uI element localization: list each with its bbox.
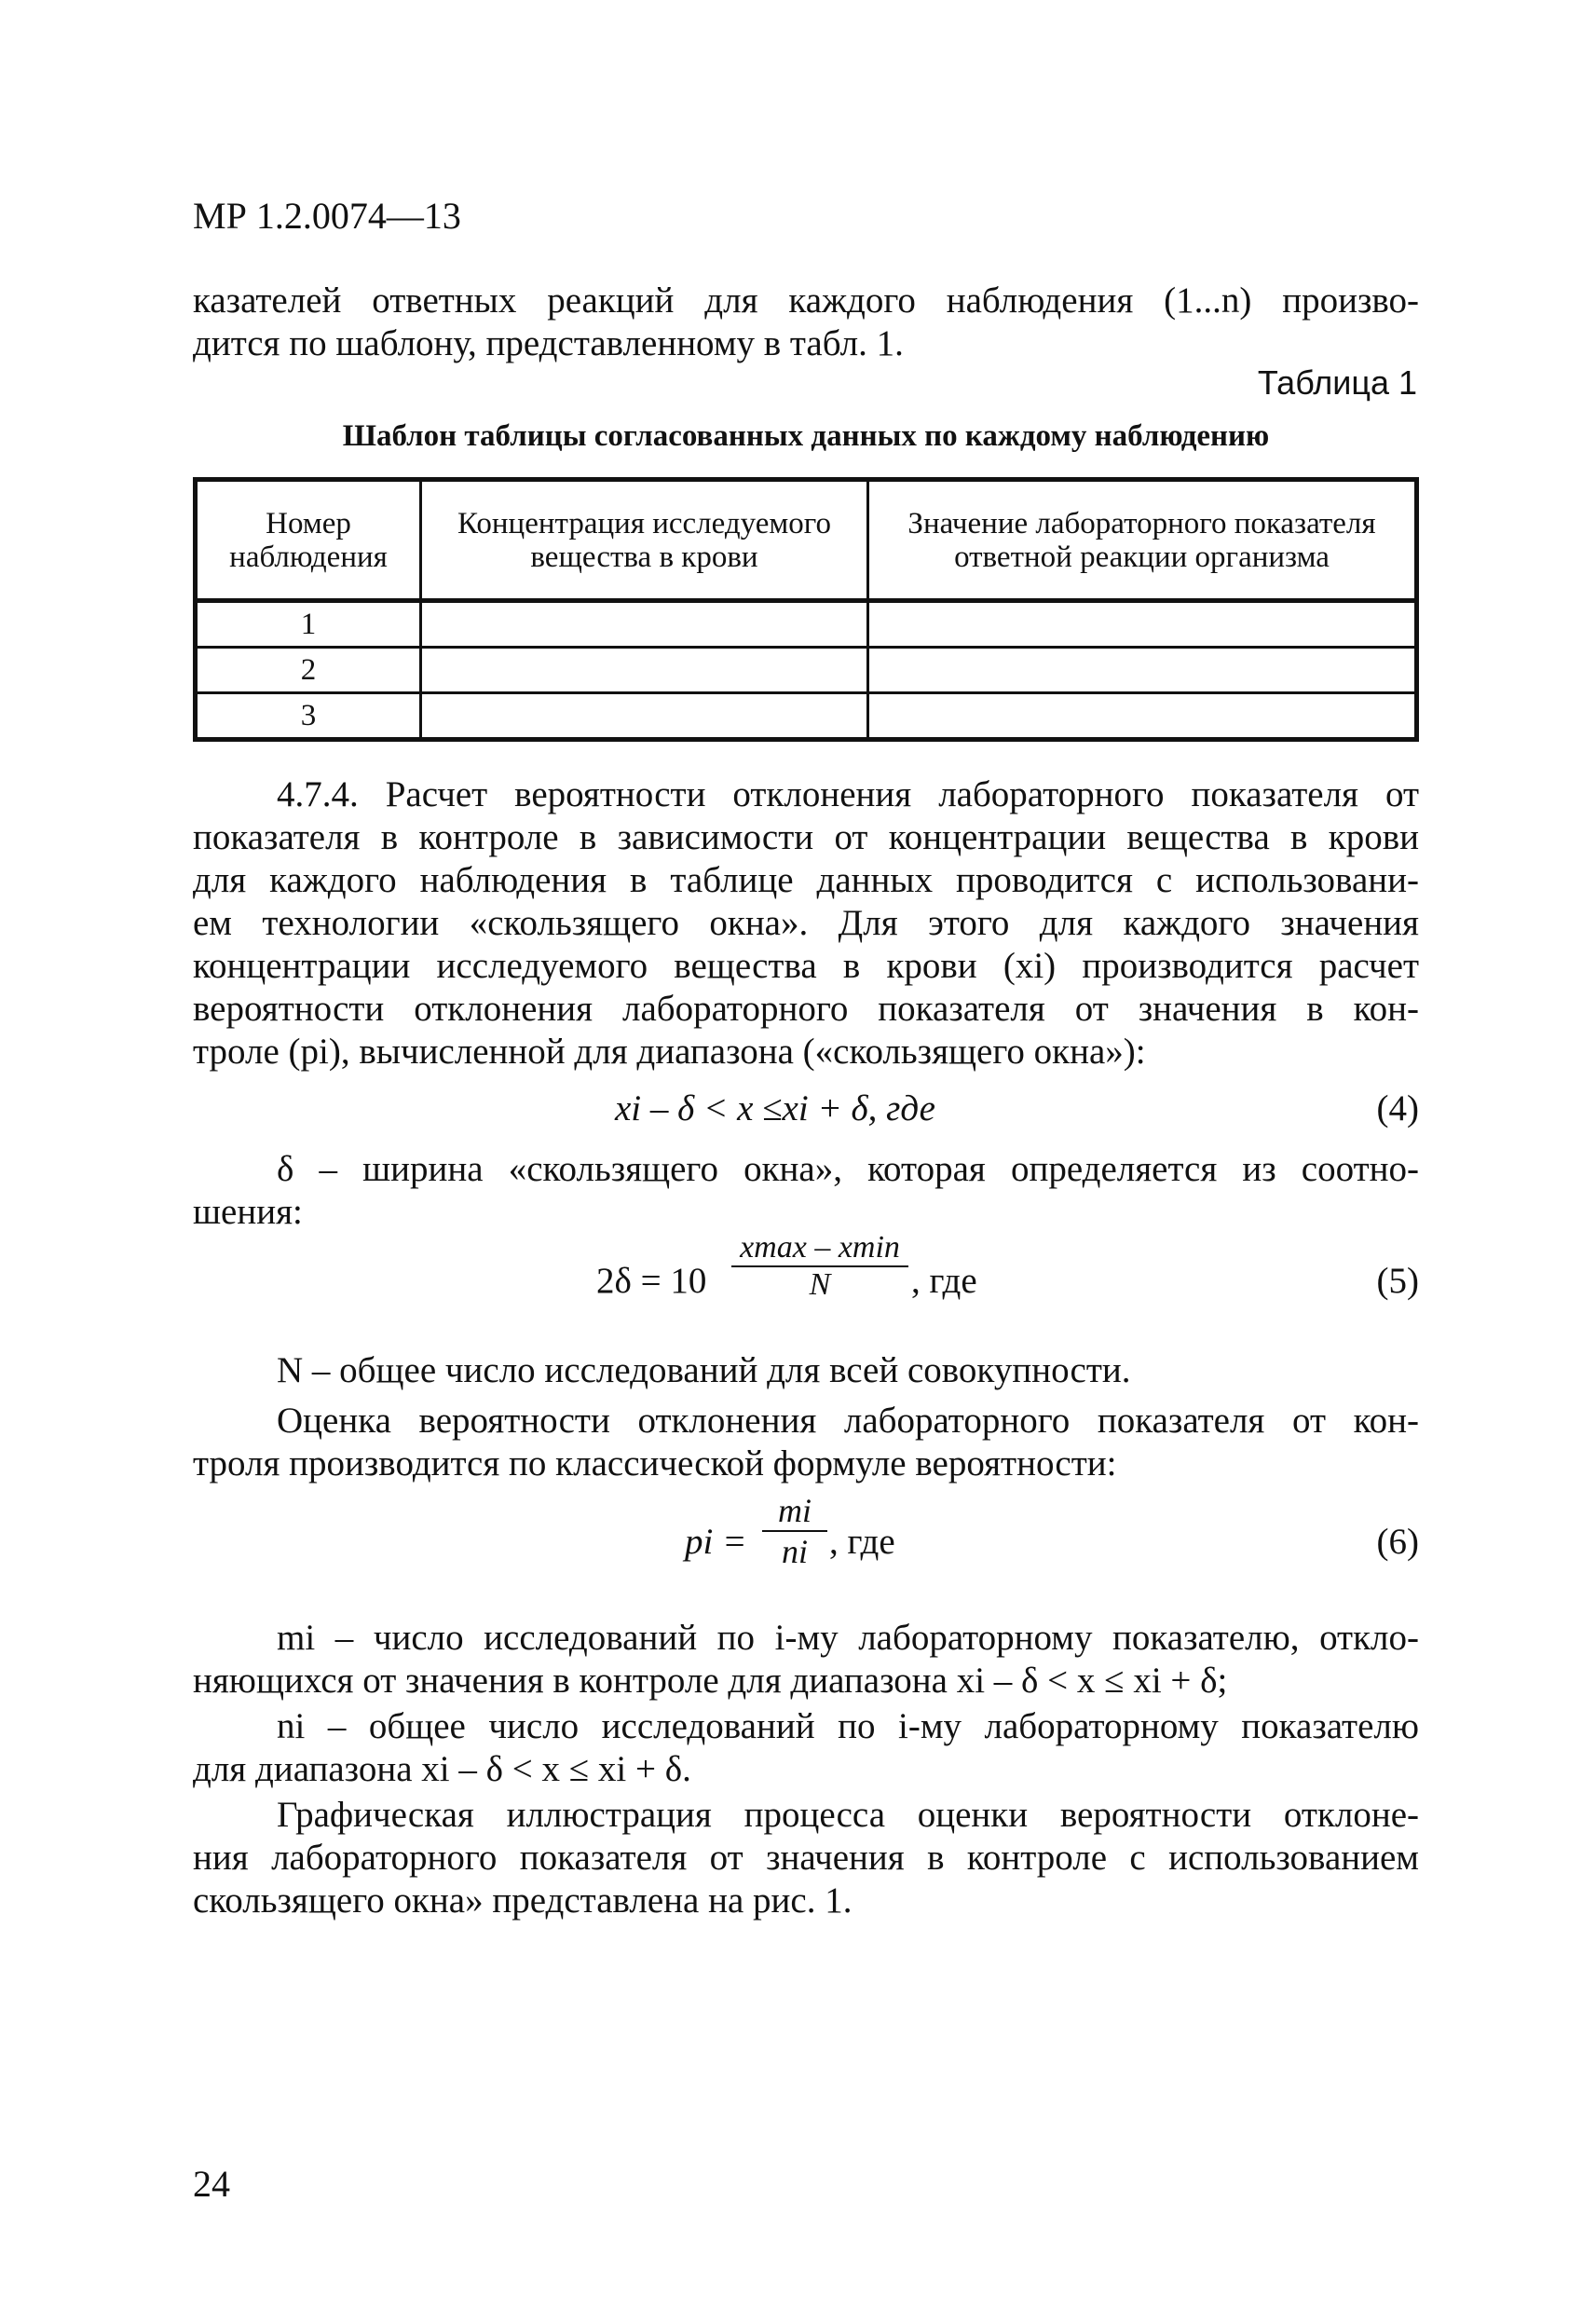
section-line: троле (pi), вычисленной для диапазона («скользящего окна»): xyxy=(193,1032,1146,1072)
intro-line-2: дится по шаблону, представленному в табл. 1. xyxy=(193,323,904,363)
table-cell xyxy=(868,601,1417,648)
closing-line-1: Графическая иллюстрация процесса оценки вероятности отклоне- xyxy=(277,1795,1419,1835)
table-cell: 1 xyxy=(196,601,421,648)
table-cell xyxy=(421,693,868,740)
equation-5-denominator: N xyxy=(809,1267,831,1302)
intro-line-1: казателей ответных реакций для каждого наблюдения (1...n) произво- xyxy=(193,280,1419,321)
header-observation-number: Номер наблюдения xyxy=(196,480,421,601)
page-number: 24 xyxy=(193,2163,230,2205)
estimate-line-1: Оценка вероятности отклонения лабораторного показателя от кон- xyxy=(277,1401,1419,1441)
equation-5-lhs: 2δ = 10 xyxy=(596,1261,707,1301)
table-cell xyxy=(868,648,1417,693)
equation-6-lhs: pi = xyxy=(685,1522,747,1562)
delta-line-2: шения: xyxy=(193,1192,303,1232)
closing-line-2: ния лабораторного показателя от значения в контроле с использованием xyxy=(193,1838,1419,1878)
equation-5-fraction xyxy=(731,1230,908,1303)
table-caption: Шаблон таблицы согласованных данных по каждому наблюдению xyxy=(342,419,1270,453)
section-line: концентрации исследуемого вещества в крови (xi) производится расчет xyxy=(193,946,1419,986)
section-line: вероятности отклонения лабораторного показателя от значения в кон- xyxy=(193,989,1419,1029)
estimate-line-2: троля производится по классической формуле вероятности: xyxy=(193,1443,1117,1484)
equation-6-suffix: , где xyxy=(829,1522,895,1562)
delta-definition xyxy=(193,1148,1419,1234)
mi-line-2: няющихся от значения в контроле для диапазона xi – δ < x ≤ xi + δ; xyxy=(193,1661,1228,1701)
section-line: для каждого наблюдения в таблице данных проводится с использовани- xyxy=(193,860,1419,900)
equation-6-denominator: ni xyxy=(781,1533,808,1570)
equation-5-numerator: xmax – xmin xyxy=(731,1230,908,1267)
n-definition xyxy=(193,1349,1419,1392)
section-line: 4.7.4. Расчет вероятности отклонения лабораторного показателя от xyxy=(277,774,1419,814)
section-line: показателя в контроле в зависимости от концентрации вещества в крови xyxy=(193,817,1419,857)
table-cell: 2 xyxy=(196,648,421,693)
table-cell: 3 xyxy=(196,693,421,740)
equation-5-suffix: , где xyxy=(911,1261,977,1301)
equation-6-numerator: mi xyxy=(762,1491,827,1532)
ni-line-2: для диапазона xi – δ < x ≤ xi + δ. xyxy=(193,1749,691,1789)
header-concentration: Концентрация исследуемого вещества в крови xyxy=(421,480,868,601)
equation-4-number: (4) xyxy=(1376,1088,1419,1128)
mi-definition xyxy=(193,1617,1419,1702)
section-line: ем технологии «скользящего окна». Для этого для каждого значения xyxy=(193,903,1419,943)
table-row xyxy=(196,601,1417,648)
table-row xyxy=(196,648,1417,693)
table-header-row xyxy=(196,480,1417,601)
table-cell xyxy=(421,601,868,648)
table-cell xyxy=(421,648,868,693)
closing-paragraph xyxy=(193,1794,1419,1922)
equation-4: xi – δ < x ≤xi + δ, где xyxy=(615,1088,935,1128)
document-code: МР 1.2.0074—13 xyxy=(193,195,461,237)
mi-line-1: mi – число исследований по i-му лабораторному показателю, откло- xyxy=(277,1618,1419,1658)
ni-line-1: ni – общее число исследований по i-му лабораторному показателю xyxy=(277,1706,1419,1746)
table-row xyxy=(196,693,1417,740)
closing-line-3: скользящего окна» представлена на рис. 1. xyxy=(193,1880,853,1921)
section-4-7-4 xyxy=(193,773,1419,1073)
equation-6-fraction xyxy=(762,1491,827,1571)
ni-definition xyxy=(193,1705,1419,1791)
observation-table xyxy=(193,477,1419,742)
intro-paragraph xyxy=(193,280,1419,365)
equation-6-number: (6) xyxy=(1376,1522,1419,1562)
header-lab-value: Значение лабораторного показателя ответной реакции организма xyxy=(868,480,1417,601)
estimate-paragraph xyxy=(193,1400,1419,1485)
delta-line-1: δ – ширина «скользящего окна», которая определяется из соотно- xyxy=(277,1149,1419,1189)
table-cell xyxy=(868,693,1417,740)
table-label: Таблица 1 xyxy=(1257,363,1417,402)
equation-5-number: (5) xyxy=(1376,1261,1419,1301)
n-definition-line: N – общее число исследований для всей совокупности. xyxy=(277,1350,1131,1390)
